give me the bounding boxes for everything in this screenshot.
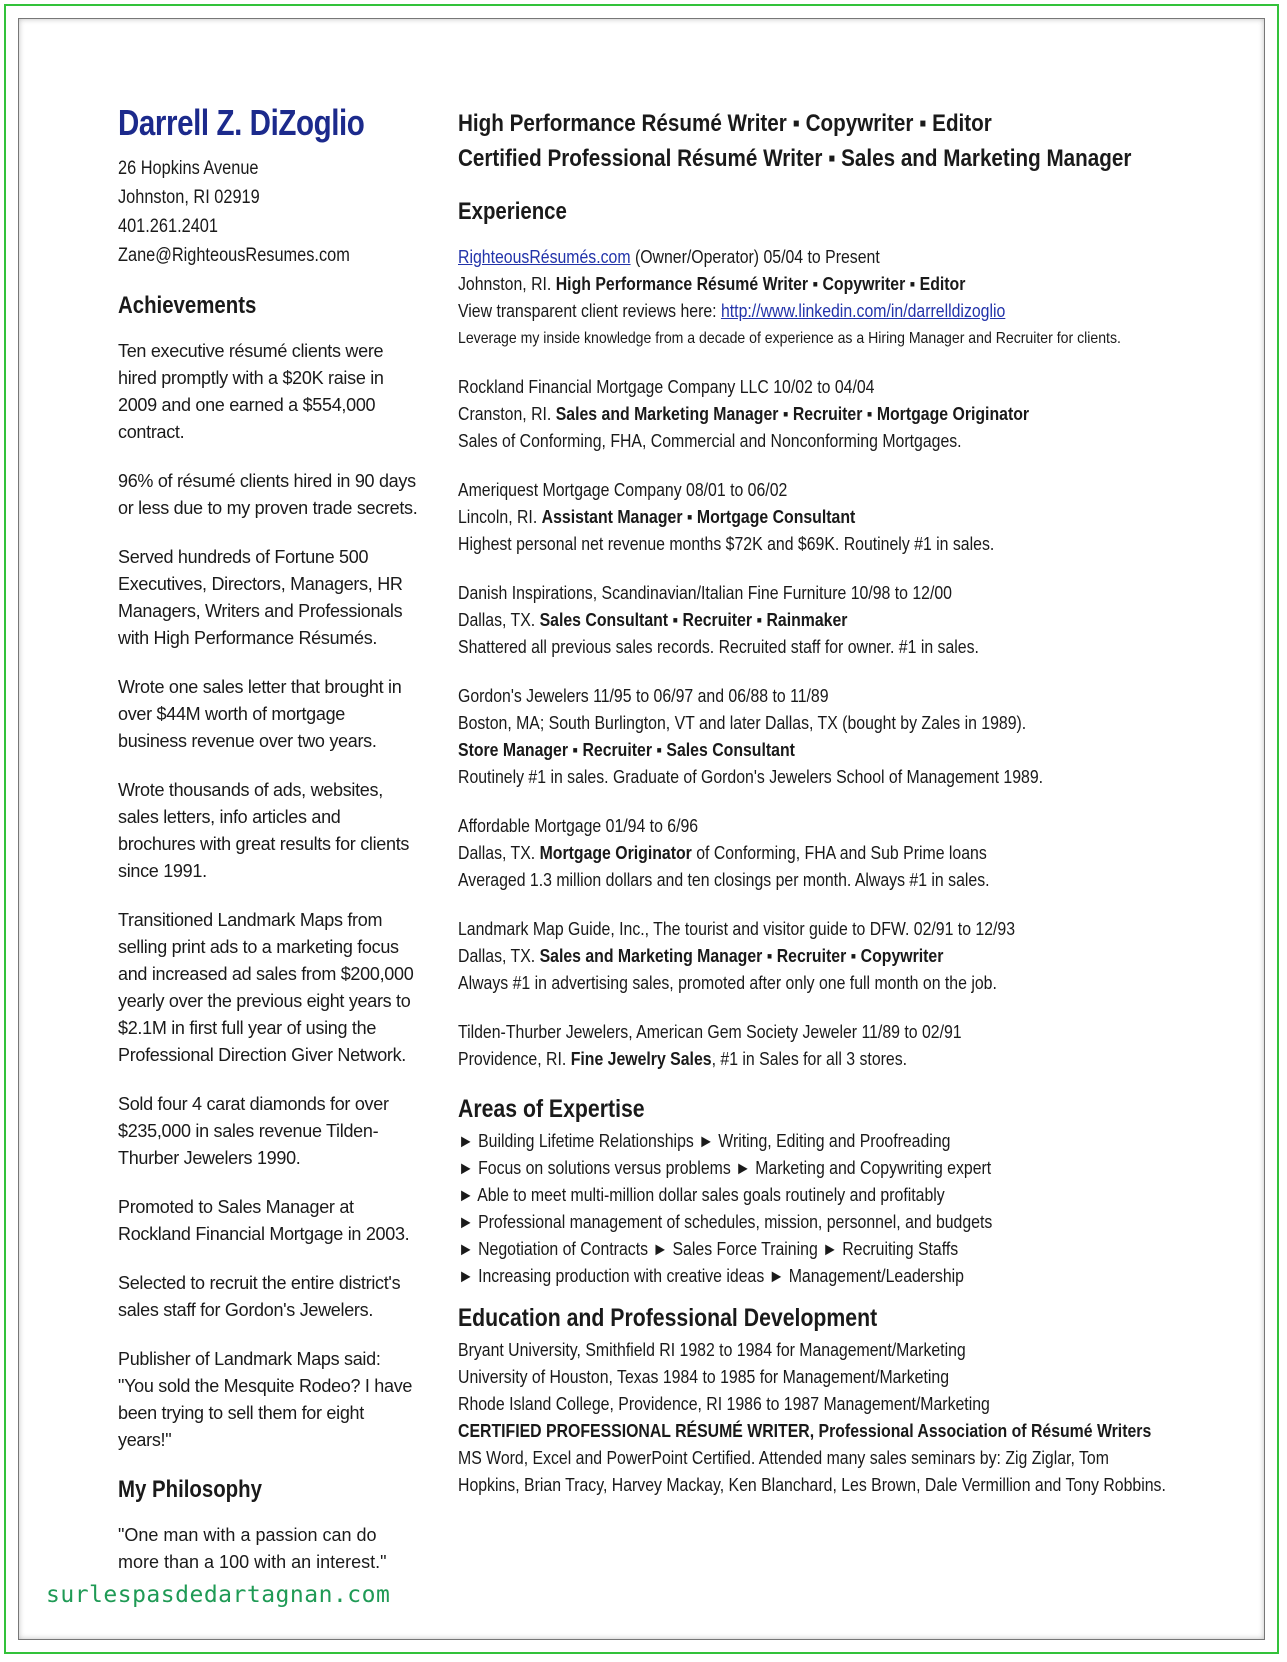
achievement-item: Served hundreds of Fortune 500 Executives, Directors, Managers, HR Managers, Writers and Professionals with High Performance Résumés. <box>118 547 403 648</box>
job-company: Ameriquest Mortgage Company 08/01 to 06/02 <box>458 480 788 500</box>
expertise-item: ► Focus on solutions versus problems ► Marketing and Copywriting expert <box>458 1158 992 1178</box>
achievement-item: Wrote one sales letter that brought in over $44M worth of mortgage business revenue over two years. <box>118 677 402 751</box>
right-column <box>458 106 1198 1499</box>
job-company: Danish Inspirations, Scandinavian/Italian Fine Furniture 10/98 to 12/00 <box>458 583 952 603</box>
job-location: Lincoln, RI. <box>458 507 542 527</box>
job-location: Cranston, RI. <box>458 404 556 424</box>
education-item: University of Houston, Texas 1984 to 1985 for Management/Marketing <box>458 1367 950 1387</box>
job-company: Rockland Financial Mortgage Company LLC 10/02 to 04/04 <box>458 377 875 397</box>
job-entry <box>458 813 1198 894</box>
phone-line: 401.261.2401 <box>118 216 218 237</box>
job-entry <box>458 477 1198 558</box>
job-desc: Highest personal net revenue months $72K and $69K. Routinely #1 in sales. <box>458 534 995 554</box>
job-title: Fine Jewelry Sales <box>570 1049 712 1069</box>
city-line: Johnston, RI 02919 <box>118 187 260 208</box>
education-item: Rhode Island College, Providence, RI 1986 to 1987 Management/Marketing <box>458 1394 990 1414</box>
headline-2: Certified Professional Résumé Writer ▪ Sales and Marketing Manager <box>458 145 1132 172</box>
job-title: Sales and Marketing Manager ▪ Recruiter ▪ Copywriter <box>539 946 944 966</box>
job-dates: (Owner/Operator) 05/04 to Present <box>630 247 880 267</box>
expertise-item: ► Building Lifetime Relationships ► Writing, Editing and Proofreading <box>458 1131 951 1151</box>
job-desc: Sales of Conforming, FHA, Commercial and Nonconforming Mortgages. <box>458 431 962 451</box>
job-title: Sales and Marketing Manager ▪ Recruiter ▪ Mortgage Originator <box>555 404 1030 424</box>
job-entry <box>458 374 1198 455</box>
job-title: Store Manager ▪ Recruiter ▪ Sales Consultant <box>458 740 795 760</box>
achievement-item: Wrote thousands of ads, websites, sales letters, info articles and brochures with great results for clients since 1991. <box>118 780 410 881</box>
job-location: Providence, RI. <box>458 1049 571 1069</box>
job-title: Sales Consultant ▪ Recruiter ▪ Rainmaker <box>539 610 848 630</box>
candidate-name: Darrell Z. DiZoglio <box>118 102 365 143</box>
expertise-item: ► Able to meet multi-million dollar sales goals routinely and profitably <box>458 1185 945 1205</box>
expertise-item: ► Professional management of schedules, mission, personnel, and budgets <box>458 1212 993 1232</box>
job-desc: Shattered all previous sales records. Recruited staff for owner. #1 in sales. <box>458 637 979 657</box>
achievement-item: 96% of résumé clients hired in 90 days or less due to my proven trade secrets. <box>118 471 418 518</box>
job-location: Johnston, RI. <box>458 274 556 294</box>
website-link[interactable]: RighteousRésumés.com <box>458 247 631 267</box>
job-desc: View transparent client reviews here: <box>458 301 721 321</box>
expertise-list <box>458 1128 1198 1290</box>
job-desc: Leverage my inside knowledge from a decade of experience as a Hiring Manager and Recruiter for clients. <box>458 330 1121 347</box>
education-item: Hopkins, Brian Tracy, Harvey Mackay, Ken Blanchard, Les Brown, Dale Vermillion and Tony Robbins. <box>458 1475 1166 1495</box>
job-company: Gordon's Jewelers 11/95 to 06/97 and 06/88 to 11/89 <box>458 686 829 706</box>
linkedin-link[interactable]: http://www.linkedin.com/in/darrelldizoglio <box>720 301 1006 321</box>
achievement-item: Promoted to Sales Manager at Rockland Financial Mortgage in 2003. <box>118 1197 410 1244</box>
contact-block <box>118 154 418 270</box>
achievements-list <box>118 338 418 1454</box>
achievement-item: Ten executive résumé clients were hired promptly with a $20K raise in 2009 and one earned a $554,000 contract. <box>118 341 384 442</box>
job-location: Dallas, TX. <box>458 610 540 630</box>
experience-title: Experience <box>458 198 567 225</box>
achievement-item: Sold four 4 carat diamonds for over $235,000 in sales revenue Tilden-Thurber Jewelers 1990. <box>118 1094 389 1168</box>
expertise-item: ► Negotiation of Contracts ► Sales Force Training ► Recruiting Staffs <box>458 1239 959 1259</box>
job-entry <box>458 580 1198 661</box>
education-item: Bryant University, Smithfield RI 1982 to 1984 for Management/Marketing <box>458 1340 966 1360</box>
headline-1: High Performance Résumé Writer ▪ Copywriter ▪ Editor <box>458 110 992 137</box>
job-entry <box>458 683 1198 791</box>
job-title: Assistant Manager ▪ Mortgage Consultant <box>541 507 856 527</box>
job-company: Tilden-Thurber Jewelers, American Gem Society Jeweler 11/89 to 02/91 <box>458 1022 962 1042</box>
address-line: 26 Hopkins Avenue <box>118 158 259 179</box>
job-location: Dallas, TX. <box>458 843 540 863</box>
email-line: Zane@RighteousResumes.com <box>118 245 350 266</box>
achievement-item: Selected to recruit the entire district's sales staff for Gordon's Jewelers. <box>118 1273 401 1320</box>
job-company: Landmark Map Guide, Inc., The tourist and visitor guide to DFW. 02/91 to 12/93 <box>458 919 1016 939</box>
job-company: Affordable Mortgage 01/94 to 6/96 <box>458 816 699 836</box>
achievement-item: Publisher of Landmark Maps said: "You sold the Mesquite Rodeo? I have been trying to sell them for eight years!" <box>118 1349 413 1450</box>
philosophy-quote: "One man with a passion can do more than a 100 with an interest." <box>118 1525 387 1572</box>
job-title: Mortgage Originator <box>539 843 692 863</box>
job-entry <box>458 244 1198 352</box>
philosophy-title: My Philosophy <box>118 1476 262 1503</box>
education-title: Education and Professional Development <box>458 1304 878 1332</box>
job-desc: Always #1 in advertising sales, promoted after only one full month on the job. <box>458 973 997 993</box>
achievements-title: Achievements <box>118 292 257 319</box>
education-list <box>458 1337 1198 1499</box>
job-desc: , #1 in Sales for all 3 stores. <box>711 1049 908 1069</box>
left-column <box>118 102 418 1594</box>
certification: CERTIFIED PROFESSIONAL RÉSUMÉ WRITER, Professional Association of Résumé Writers <box>458 1421 1152 1441</box>
job-location: Boston, MA; South Burlington, VT and later Dallas, TX (bought by Zales in 1989). <box>458 713 1027 733</box>
job-desc: of Conforming, FHA and Sub Prime loans <box>691 843 987 863</box>
job-desc: Averaged 1.3 million dollars and ten closings per month. Always #1 in sales. <box>458 870 990 890</box>
achievement-item: Transitioned Landmark Maps from selling print ads to a marketing focus and increased ad sales from $200,000 yearly over the previous eight years to $2.1M in first full year of using the Professional Direction Giver Network. <box>118 910 414 1065</box>
job-entry <box>458 916 1198 997</box>
job-entry <box>458 1019 1198 1073</box>
job-desc: Routinely #1 in sales. Graduate of Gordon's Jewelers School of Management 1989. <box>458 767 1044 787</box>
expertise-title: Areas of Expertise <box>458 1095 645 1123</box>
site-watermark: surlespasdedartagnan.com <box>46 1582 391 1608</box>
job-location: Dallas, TX. <box>458 946 540 966</box>
expertise-item: ► Increasing production with creative ideas ► Management/Leadership <box>458 1266 964 1286</box>
education-item: MS Word, Excel and PowerPoint Certified. Attended many sales seminars by: Zig Ziglar, Tom <box>458 1448 1109 1468</box>
job-title: High Performance Résumé Writer ▪ Copywriter ▪ Editor <box>555 274 966 294</box>
